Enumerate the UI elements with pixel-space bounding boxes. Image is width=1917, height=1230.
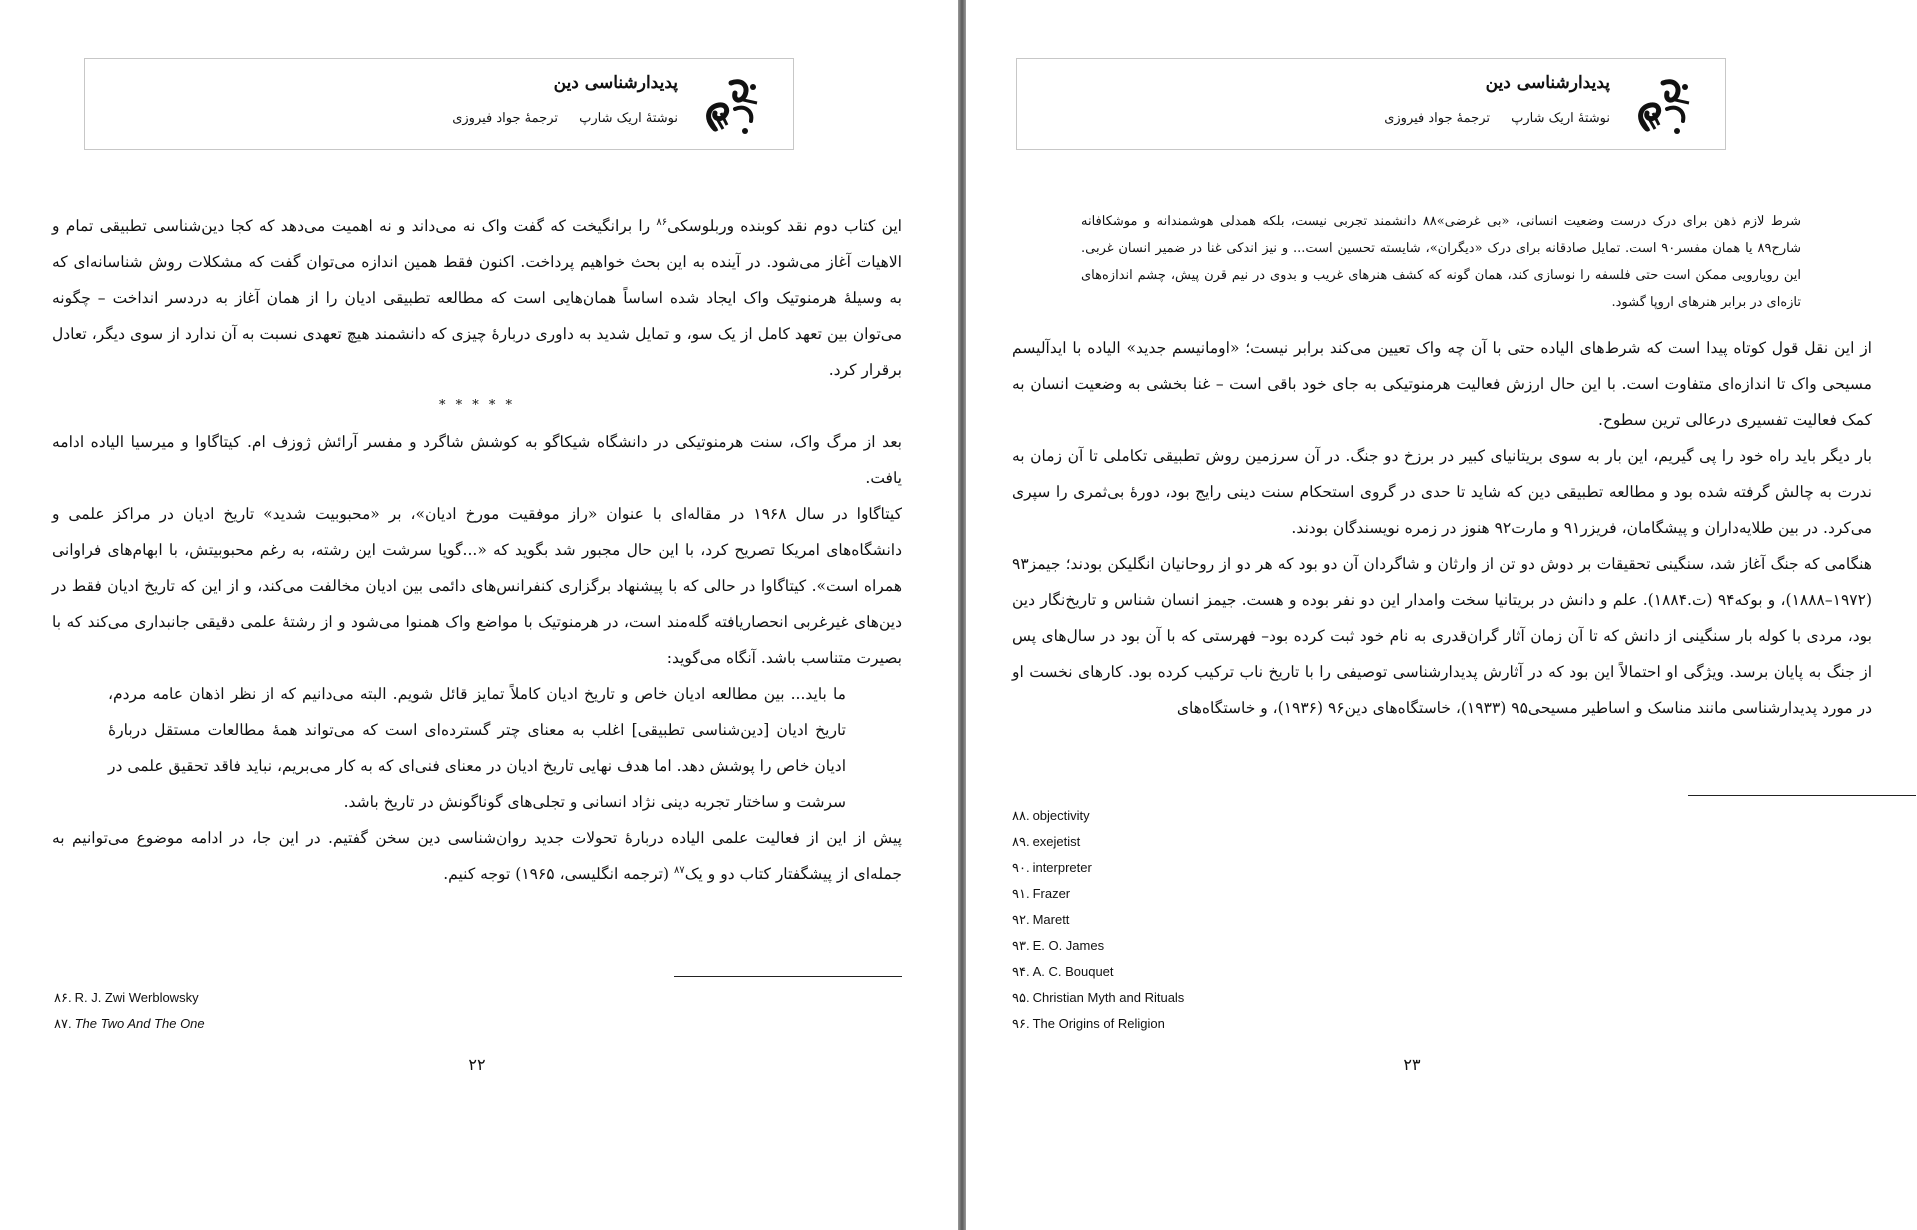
translator-credit: ترجمۀ جواد فیروزی: [452, 111, 558, 126]
footnote-rule: [1688, 795, 1916, 796]
footnote-item: ۹۵. Christian Myth and Rituals: [1012, 990, 1185, 1005]
author-credit: نوشتۀ اریک شارپ: [579, 111, 678, 126]
footnote-item: ۸۶. R. J. Zwi Werblowsky: [54, 990, 199, 1005]
author-credit: نوشتۀ اریک شارپ: [1511, 111, 1610, 126]
footnotes: [1012, 803, 1184, 1037]
footnote-item: ۹۰. interpreter: [1012, 860, 1092, 875]
footnote-rule: [674, 976, 902, 977]
paragraph: کیتاگاوا در سال ۱۹۶۸ در مقاله‌ای با عنوان «راز موفقیت مورخ ادیان»، بر «محبوبیت شدید» تاریخ ادیان در مراکز علمی و دانشگاه‌های امریکا تصریح کرد، با این حال مجبور شد بگوید که «...گویا سرشت این رشته، به رغم محبوبیتش، با ابهام‌های فراوانی همراه است». کیتاگاوا در حالی که با پیشنهاد برگزاری کنفرانس‌های دائمی بین ادیان مخالفت می‌کند، و از این که تاریخ ادیان فقط در دین‌های غیرغربی انحصاریافته گله‌مند است، در هرمنوتیک با مواضع واک همنوا می‌شود و از رشتۀ علمی دقیقی جانبداری می‌کند که با بصیرت متناسب باشد. آنگاه می‌گوید:: [52, 505, 902, 667]
page-number: ۲۲: [468, 1055, 486, 1074]
footnote-item: ۹۱. Frazer: [1012, 886, 1071, 901]
footnote-item: ۹۴. A. C. Bouquet: [1012, 964, 1114, 979]
translator-credit: ترجمۀ جواد فیروزی: [1384, 111, 1490, 126]
footnotes: [54, 985, 205, 1037]
left-page: [0, 0, 958, 1230]
left-body-text: [52, 208, 902, 892]
page-header: [1016, 58, 1726, 150]
paragraph: پیش از این از فعالیت علمی الیاده دربارۀ تحولات جدید روان‌شناسی دین سخن گفتیم. در این جا، در ادامه موضوع می‌توانیم به جمله‌ای از پیشگفتار کتاب دو و یک$^{۸۷}$ (ترجمه انگلیسی، ۱۹۶۵) توجه کنیم.: [52, 829, 902, 883]
page-number: ۲۳: [1403, 1055, 1421, 1074]
footnote-item: ۸۹. exejetist: [1012, 834, 1081, 849]
footnote-item: ۹۳. E. O. James: [1012, 938, 1105, 953]
book-title: پدیدارشناسی دین: [1485, 73, 1610, 93]
footnote-item: ۸۸. objectivity: [1012, 808, 1090, 823]
paragraph: بعد از مرگ واک، سنت هرمنوتیکی در دانشگاه شیکاگو به کوشش شاگرد و مفسر آرائش ژوزف ام. کیتاگاوا و میرسیا الیاده ادامه یافت.: [52, 433, 902, 487]
paragraph: این کتاب دوم نقد کوبنده وربلوسکی$^{۸۶}$ را برانگیخت که گفت واک نه می‌داند و نه اهمیت می‌دهد که کجا دین‌شناسی تطبیقی تمام و الاهیات آغاز می‌شود. در آینده به این بحث خواهیم پرداخت. اکنون فقط همین اندازه می‌توان گفت که مشکلات روش شناسانه‌ای که به وسیلۀ هرمنوتیک واک ایجاد شده اساساً همان‌هایی است که مطالعه تطبیقی ادیان را از همان آغاز به دردسر انداخت – چگونه می‌توان بین تعهد کامل از یک سو، و تمایل شدید به داوری دربارۀ چیزی که دانشمند هیچ تعهدی نسبت به آن ندارد از سوی دیگر، تعادل برقرار کرد.: [52, 216, 902, 379]
block-quote: ما باید... بین مطالعه ادیان خاص و تاریخ ادیان کاملاً تمایز قائل شویم. البته می‌دانیم که از نظر اذهان عامه مردم، تاریخ ادیان [دین‌شناسی تطبیقی] اغلب به معنای چتر گسترده‌ای است که می‌تواند همۀ مطالعات مستقل دربارۀ ادیان خاص را پوشش دهد. اما هدف نهایی تاریخ ادیان در معنای فنی‌ای که به کار می‌بریم، نباید فاقد تحقیق علمی در سرشت و ساختار تجربه دینی نژاد انسانی و تجلی‌های گوناگونش در تاریخ باشد.: [108, 685, 846, 811]
paragraph: هنگامی که جنگ آغاز شد، سنگینی تحقیقات بر دوش دو تن از وارثان و شاگردان آن دو بود که هر دو از روحانیان انگلیکن بودند؛ جیمز۹۳ (۱۹۷۲–۱۸۸۸)، و بوکه۹۴ (ت.۱۸۸۴). علم و دانش در بریتانیا سخت وامدار این دو نفر بوده و هست. جیمز انسان شناس و تاریخ‌نگار دین بود، مردی با کوله بار سنگینی از دانش که تا آن زمان آثار گران‌قدری به نام خود ثبت کرده بود– فهرستی که با آن بود در سال‌های پس از جنگ به پایان برسد. ویژگی او احتمالاً این بود که در آثارش پدیدارشناسی توصیفی را با تاریخ ناب ترکیب کرده بود. کارهای نخست او در مورد پدیدارشناسی مانند مناسک و اساطیر مسیحی۹۵ (۱۹۳۳)، خاستگاه‌های دین۹۶ (۱۹۳۶)، و خاستگاه‌های: [1012, 555, 1873, 717]
paragraph: بار دیگر باید راه خود را پی گیریم، این بار به سوی بریتانیای کبیر در برزخ دو جنگ. در آن سرزمین روش تطبیقی تکاملی تا آن زمان به ندرت به چالش گرفته شده بود و مطالعه تطبیقی دین که شاید تا حدی در گروی استحکام سنت دینی رایج بود، دورۀ بی‌ثمری را سپری می‌کرد. در بین طلایه‌داران و پیشگامان، فریزر۹۱ و مارت۹۲ هنوز در زمره نویسندگان بودند.: [1012, 447, 1872, 537]
section-separator: * * * * *: [438, 398, 516, 413]
footnote-item: ۹۶. The Origins of Religion: [1012, 1016, 1165, 1031]
page-header: [84, 58, 794, 150]
footnote-item: ۹۲. Marett: [1012, 912, 1070, 927]
footnote-ref[interactable]: ۸۷: [673, 864, 685, 876]
footnote-ref[interactable]: ۸۶: [656, 216, 668, 228]
block-quote: شرط لازم ذهن برای درک درست وضعیت انسانی، «بی غرضی»۸۸ دانشمند تجربی نیست، بلکه همدلی هوشمندانه و موشکافانه شارح۸۹ یا همان مفسر۹۰ است. تمایل صادقانه برای درک «دیگران»، شایسته تحسین است... و نیز اندکی غنا در ضمیر انسان غربی. این رویارویی ممکن است حتی فلسفه را نوسازی کند، همان گونه که کشف هنرهای غریب و بدوی در نیم قرن پیش، چشم اندازه‌های تازه‌ای در برابر هنرهای اروپا گشود.: [1081, 214, 1801, 310]
logo-calligraphy-icon: [1627, 69, 1697, 141]
logo-calligraphy-icon: [695, 69, 765, 141]
paragraph: از این نقل قول کوتاه پیدا است که شرط‌های الیاده حتی با آن چه واک تعیین می‌کند برابر نیست؛ «اومانیسم جدید» الیاده با ایدآلیسم مسیحی واک تا اندازه‌ای متفاوت است. با این حال ارزش فعالیت هرمنوتیکی به جای خود باقی است – غنا بخشی به وضعیت انسان به کمک فعالیت تفسیری درعالی ترین سطوح.: [1012, 339, 1872, 429]
footnote-item: ۸۷. The Two And The One: [54, 1016, 205, 1031]
right-body-text: [1012, 330, 1872, 726]
right-page: [966, 0, 1917, 1230]
book-title: پدیدارشناسی دین: [553, 73, 678, 93]
page-gutter: [958, 0, 966, 1230]
